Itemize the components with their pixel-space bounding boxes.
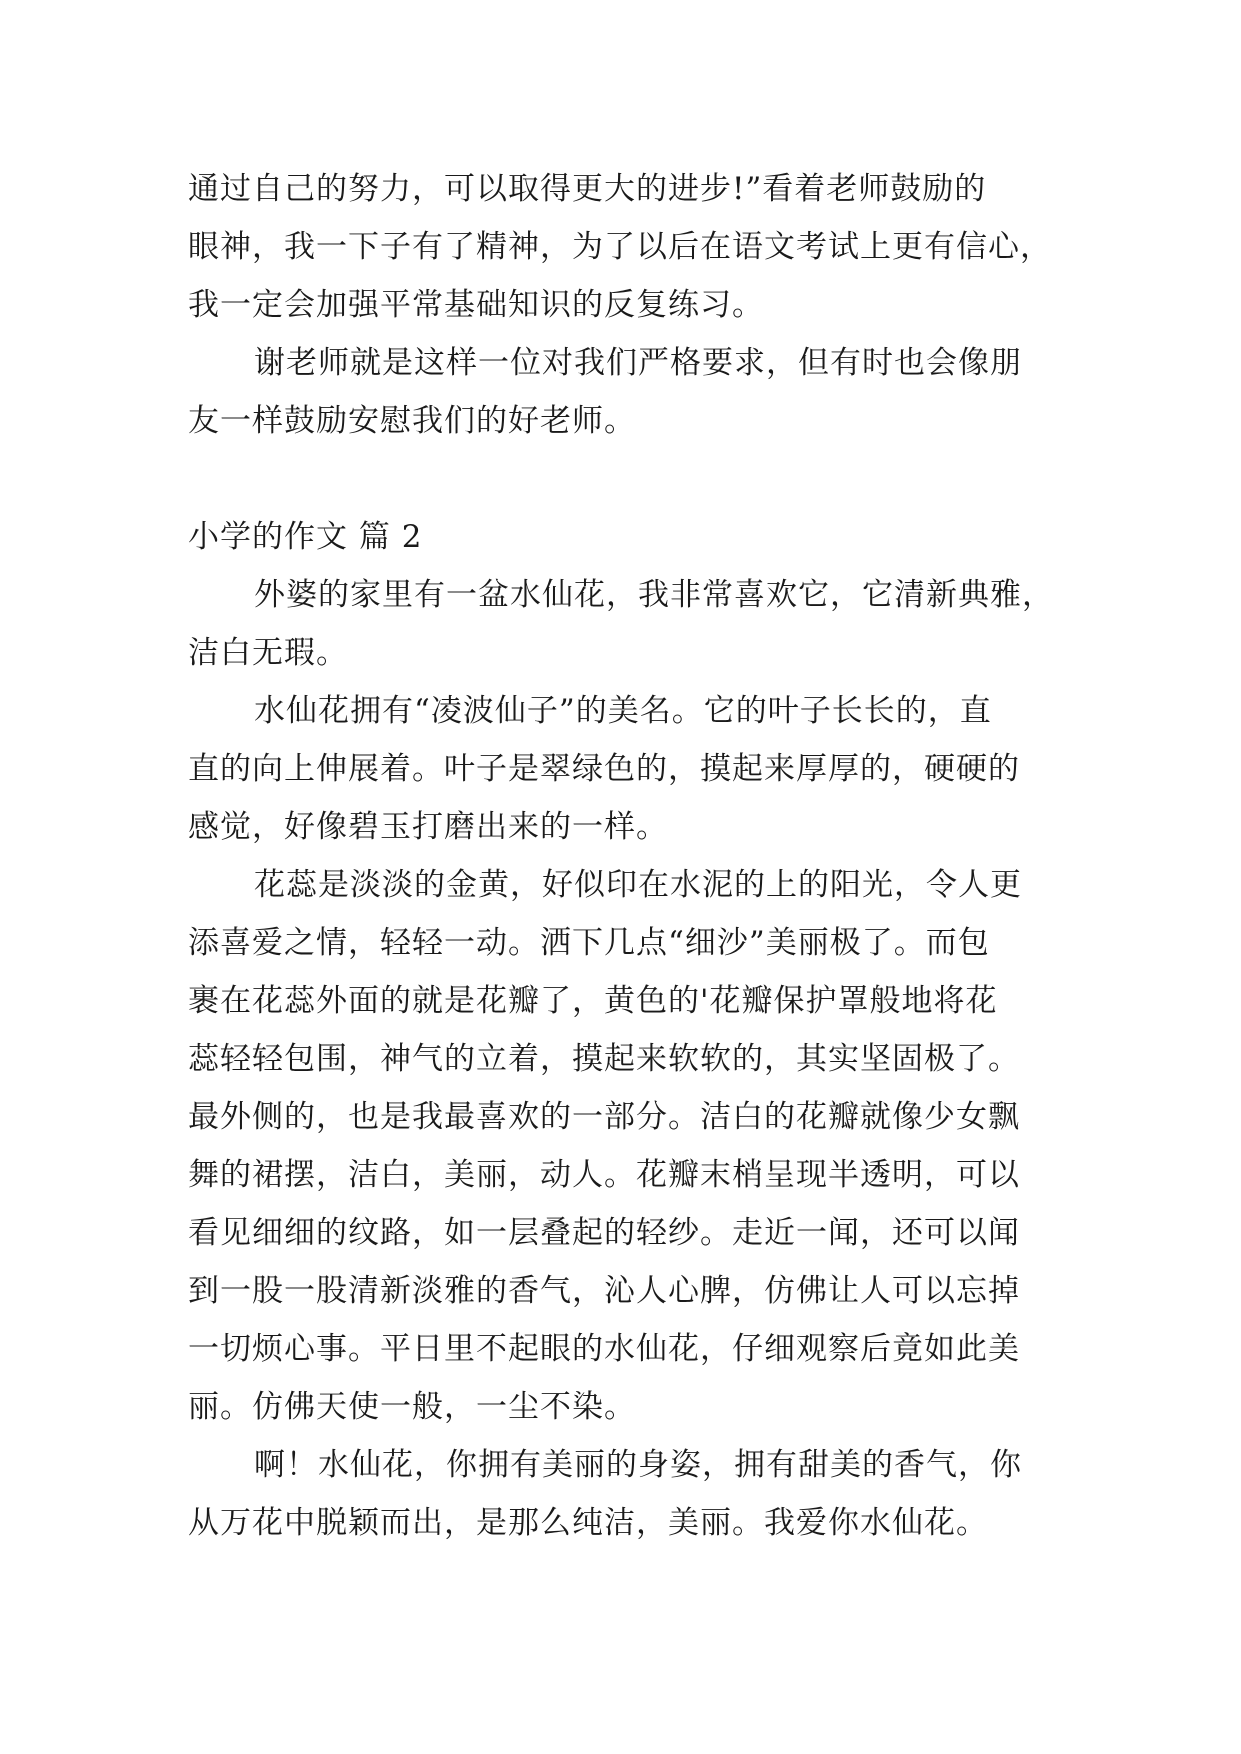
text-line: 感觉，好像碧玉打磨出来的一样。 [188, 809, 668, 845]
text-line: 最外侧的，也是我最喜欢的一部分。洁白的花瓣就像少女飘 [188, 1099, 1020, 1135]
text-line: 从万花中脱颖而出，是那么纯洁，美丽。我爱你水仙花。 [188, 1505, 988, 1541]
paragraph [188, 1436, 1068, 1552]
text-line: 眼神，我一下子有了精神，为了以后在语文考试上更有信心， [188, 229, 1052, 265]
essay-section-2 [188, 566, 1068, 1552]
text-line: 蕊轻轻包围，神气的立着，摸起来软软的，其实坚固极了。 [188, 1041, 1020, 1077]
text-line: 裹在花蕊外面的就是花瓣了，黄色的'花瓣保护罩般地将花 [188, 983, 998, 1019]
text-line: 一切烦心事。平日里不起眼的水仙花，仔细观察后竟如此美 [188, 1331, 1020, 1367]
text-line: 花蕊是淡淡的金黄，好似印在水泥的上的阳光，令人更 [254, 867, 1022, 903]
section-gap [188, 450, 1068, 508]
text-line: 啊！水仙花，你拥有美丽的身姿，拥有甜美的香气，你 [254, 1447, 1022, 1483]
paragraph [188, 856, 1068, 1436]
paragraph [188, 160, 1068, 334]
text-line: 我一定会加强平常基础知识的反复练习。 [188, 287, 764, 323]
text-line: 洁白无瑕。 [188, 635, 348, 671]
paragraph [188, 334, 1068, 450]
text-line: 到一股一股清新淡雅的香气，沁人心脾，仿佛让人可以忘掉 [188, 1273, 1020, 1309]
text-line: 舞的裙摆，洁白，美丽，动人。花瓣末梢呈现半透明，可以 [188, 1157, 1020, 1193]
text-line: 添喜爱之情，轻轻一动。洒下几点“细沙”美丽极了。而包 [188, 925, 990, 961]
text-line: 谢老师就是这样一位对我们严格要求，但有时也会像朋 [254, 345, 1022, 381]
essay-heading: 小学的作文 篇 2 [188, 519, 423, 555]
text-line: 直的向上伸展着。叶子是翠绿色的，摸起来厚厚的，硬硬的 [188, 751, 1020, 787]
text-line: 友一样鼓励安慰我们的好老师。 [188, 403, 636, 439]
essay-section-1 [188, 160, 1068, 450]
text-line: 丽。仿佛天使一般，一尘不染。 [188, 1389, 636, 1425]
text-line: 外婆的家里有一盆水仙花，我非常喜欢它，它清新典雅， [254, 577, 1054, 613]
paragraph [188, 682, 1068, 856]
text-line: 水仙花拥有“凌波仙子”的美名。它的叶子长长的，直 [254, 693, 992, 729]
document-page [188, 160, 1068, 1552]
paragraph [188, 566, 1068, 682]
text-line: 通过自己的努力，可以取得更大的进步!”看着老师鼓励的 [188, 171, 987, 207]
text-line: 看见细细的纹路，如一层叠起的轻纱。走近一闻，还可以闻 [188, 1215, 1020, 1251]
